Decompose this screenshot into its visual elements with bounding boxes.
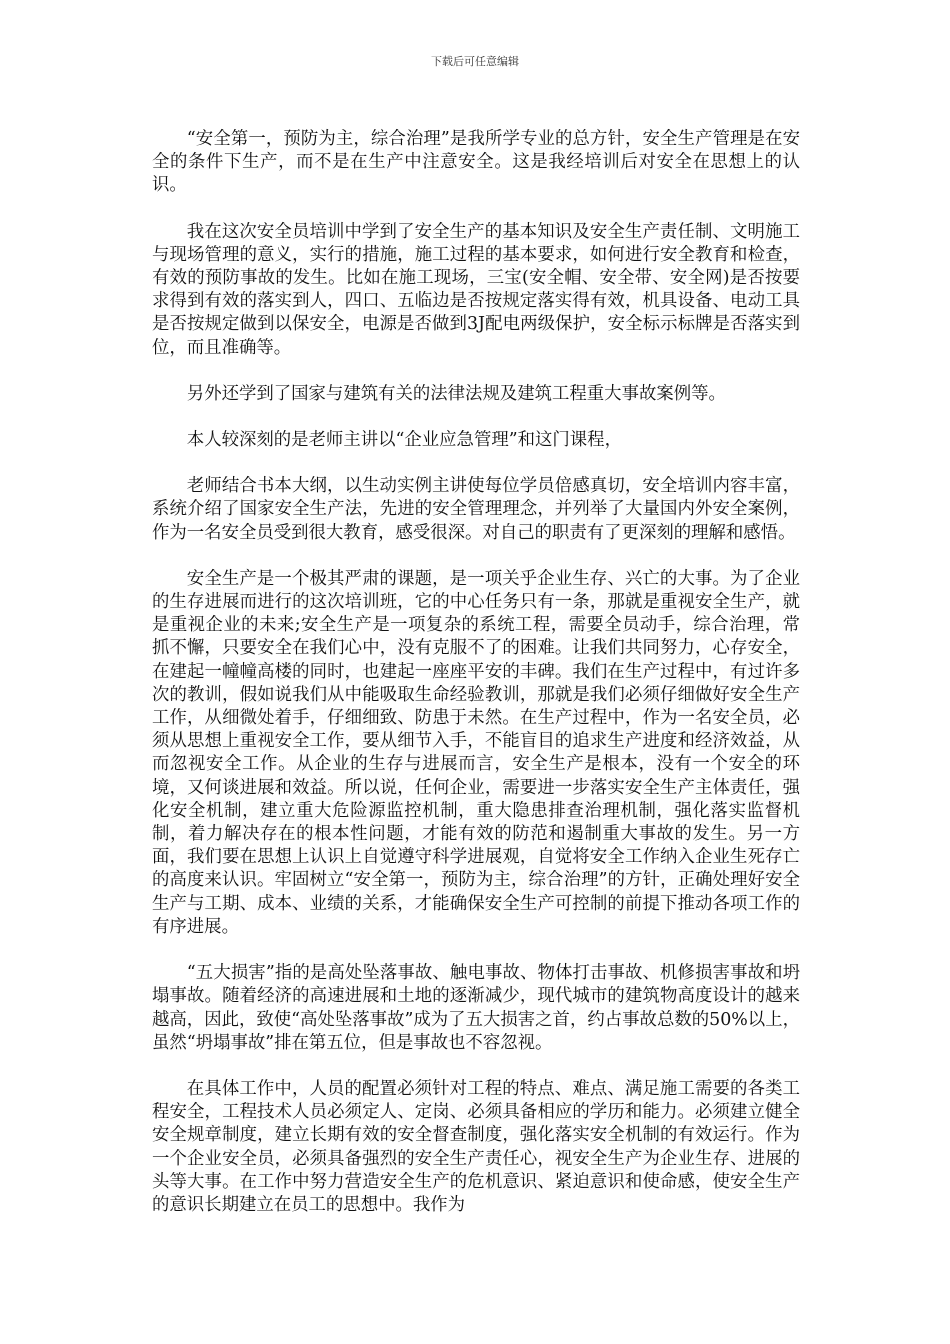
paragraph-6: 安全生产是一个极其严肃的课题，是一项关乎企业生存、兴亡的大事。为了企业的生存进展而进行的这次培训班，它的中心任务只有一条，那就是重视安全生产，就是重视企业的未来;安全生产是一项复杂的系统工程，需要全员动手，综合治理，常抓不懈，只要安全在我们心中，没有克服不了的困难。让我们共同努力，心存安全，在建起一幢幢高楼的同时，也建起一座座平安的丰碑。我们在生产过程中，有过许多次的教训，假如说我们从中能吸取生命经验教训，那就是我们必须仔细做好安全生产工作，从细微处着手，仔细细致、防患于未然。在生产过程中，作为一名安全员，必须从思想上重视安全工作，要从细节入手，不能盲目的追求生产进度和经济效益，从而忽视安全工作。从企业的生存与进展而言，安全生产是根本，没有一个安全的环境，又何谈进展和效益。所以说，任何企业，需要进一步落实安全生产主体责任，强化安全机制，建立重大危险源监控机制，重大隐患排查治理机制，强化落实监督机制，着力解决存在的根本性问题，才能有效的防范和遏制重大事故的发生。另一方面，我们要在思想上认识上自觉遵守科学进展观，自觉将安全工作纳入企业生死存亡的高度来认识。牢固树立“安全第一，预防为主，综合治理”的方针，正确处理好安全生产与工期、成本、业绩的关系，才能确保安全生产可控制的前提下推动各项工作的有序进展。 bbox=[152, 568, 800, 937]
paragraph-7: “五大损害”指的是高处坠落事故、触电事故、物体打击事故、机修损害事故和坍塌事故。随着经济的高速进展和土地的逐渐减少，现代城市的建筑物高度设计的越来越高，因此，致使“高处坠落事故”成为了五大损害之首，约占事故总数的50%以上，虽然“坍塌事故”排在第五位，但是事故也不容忽视。 bbox=[152, 963, 800, 1053]
paragraph-2: 我在这次安全员培训中学到了安全生产的基本知识及安全生产责任制、文明施工与现场管理的意义，实行的措施，施工过程的基本要求，如何进行安全教育和检查，有效的预防事故的发生。比如在施工现场，三宝(安全帽、安全带、安全网)是否按要求得到有效的落实到人，四口、五临边是否按规定落实得有效，机具设备、电动工具是否按规定做到以保安全，电源是否做到3J配电两级保护，安全标示标牌是否落实到位，而且准确等。 bbox=[152, 221, 800, 358]
paragraph-1: “安全第一，预防为主，综合治理”是我所学专业的总方针，安全生产管理是在安全的条件下生产，而不是在生产中注意安全。这是我经培训后对安全在思想上的认识。 bbox=[152, 129, 800, 196]
paragraph-4: 本人较深刻的是老师主讲以“企业应急管理”和这门课程， bbox=[186, 430, 622, 451]
document-body bbox=[152, 128, 800, 1240]
paragraph-5: 老师结合书本大纲，以生动实例主讲使每位学员倍感真切，安全培训内容丰富，系统介绍了国家安全生产法，先进的安全管理理念，并列举了大量国内外安全案例，作为一名安全员受到很大教育，感受很深。对自己的职责有了更深刻的理解和感悟。 bbox=[152, 476, 800, 543]
paragraph-3: 另外还学到了国家与建筑有关的法律法规及建筑工程重大事故案例等。 bbox=[186, 383, 726, 404]
page-header: 下载后可任意编辑 bbox=[431, 55, 519, 68]
paragraph-8: 在具体工作中，人员的配置必须针对工程的特点、难点、满足施工需要的各类工程安全，工程技术人员必须定人、定岗、必须具备相应的学历和能力。必须建立健全安全规章制度，建立长期有效的安全督查制度，强化落实安全机制的有效运行。作为一个企业安全员，必须具备强烈的安全生产责任心，视安全生产为企业生存、进展的头等大事。在工作中努力营造安全生产的危机意识、紧迫意识和使命感，使安全生产的意识长期建立在员工的思想中。我作为 bbox=[152, 1078, 800, 1215]
